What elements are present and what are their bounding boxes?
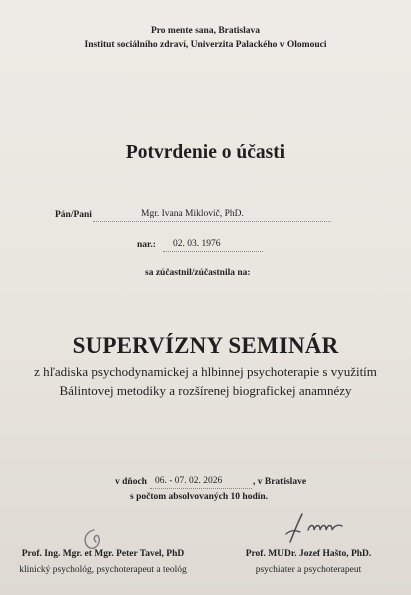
header-motto: Pro mente sana, Bratislava	[150, 26, 261, 36]
seminar-description-line1: z hľadiska psychodynamickej a hlbinnej psychoterapie s využitím	[34, 364, 377, 379]
participant-dotted-line	[93, 221, 331, 222]
document-title: Potvrdenie o účasti	[125, 142, 286, 163]
signatory-2-name: Prof. MUDr. Jozef Hašto, PhD.	[245, 549, 372, 559]
participant-name: Mgr. Ivana Miklovič, PhD.	[141, 209, 244, 219]
birth-date-dotted-line	[163, 251, 263, 252]
birth-date-label: nar.:	[137, 240, 156, 250]
signatory-2-role: psychiater a psychoterapeut	[255, 565, 362, 575]
participant-label: Pán/Pani	[55, 210, 92, 220]
participation-text: sa zúčastnil/zúčastnila na:	[145, 268, 251, 278]
header-institute: Institut sociálního zdraví, Univerzita Palackého v Olomouci	[84, 40, 327, 50]
signatory-1-role: klinický psychológ, psychoterapeut a teológ	[19, 565, 187, 575]
dates-dotted-line	[150, 488, 252, 489]
dates-range: 06. - 07. 02. 2026	[155, 476, 223, 486]
dates-place: , v Bratislave	[253, 477, 307, 487]
signature-hasto	[280, 512, 350, 546]
signatory-1-name: Prof. Ing. Mgr. et Mgr. Peter Tavel, PhD	[21, 549, 185, 559]
seminar-description-line2: Bálintovej metodiky a rozšírenej biografickej anamnézy	[59, 383, 352, 398]
hours-text: s počtom absolvovaných 10 hodín.	[130, 492, 269, 502]
birth-date-value: 02. 03. 1976	[173, 239, 221, 249]
seminar-heading: SUPERVÍZNY SEMINÁR	[72, 333, 339, 358]
dates-prefix: v dňoch	[115, 477, 147, 487]
